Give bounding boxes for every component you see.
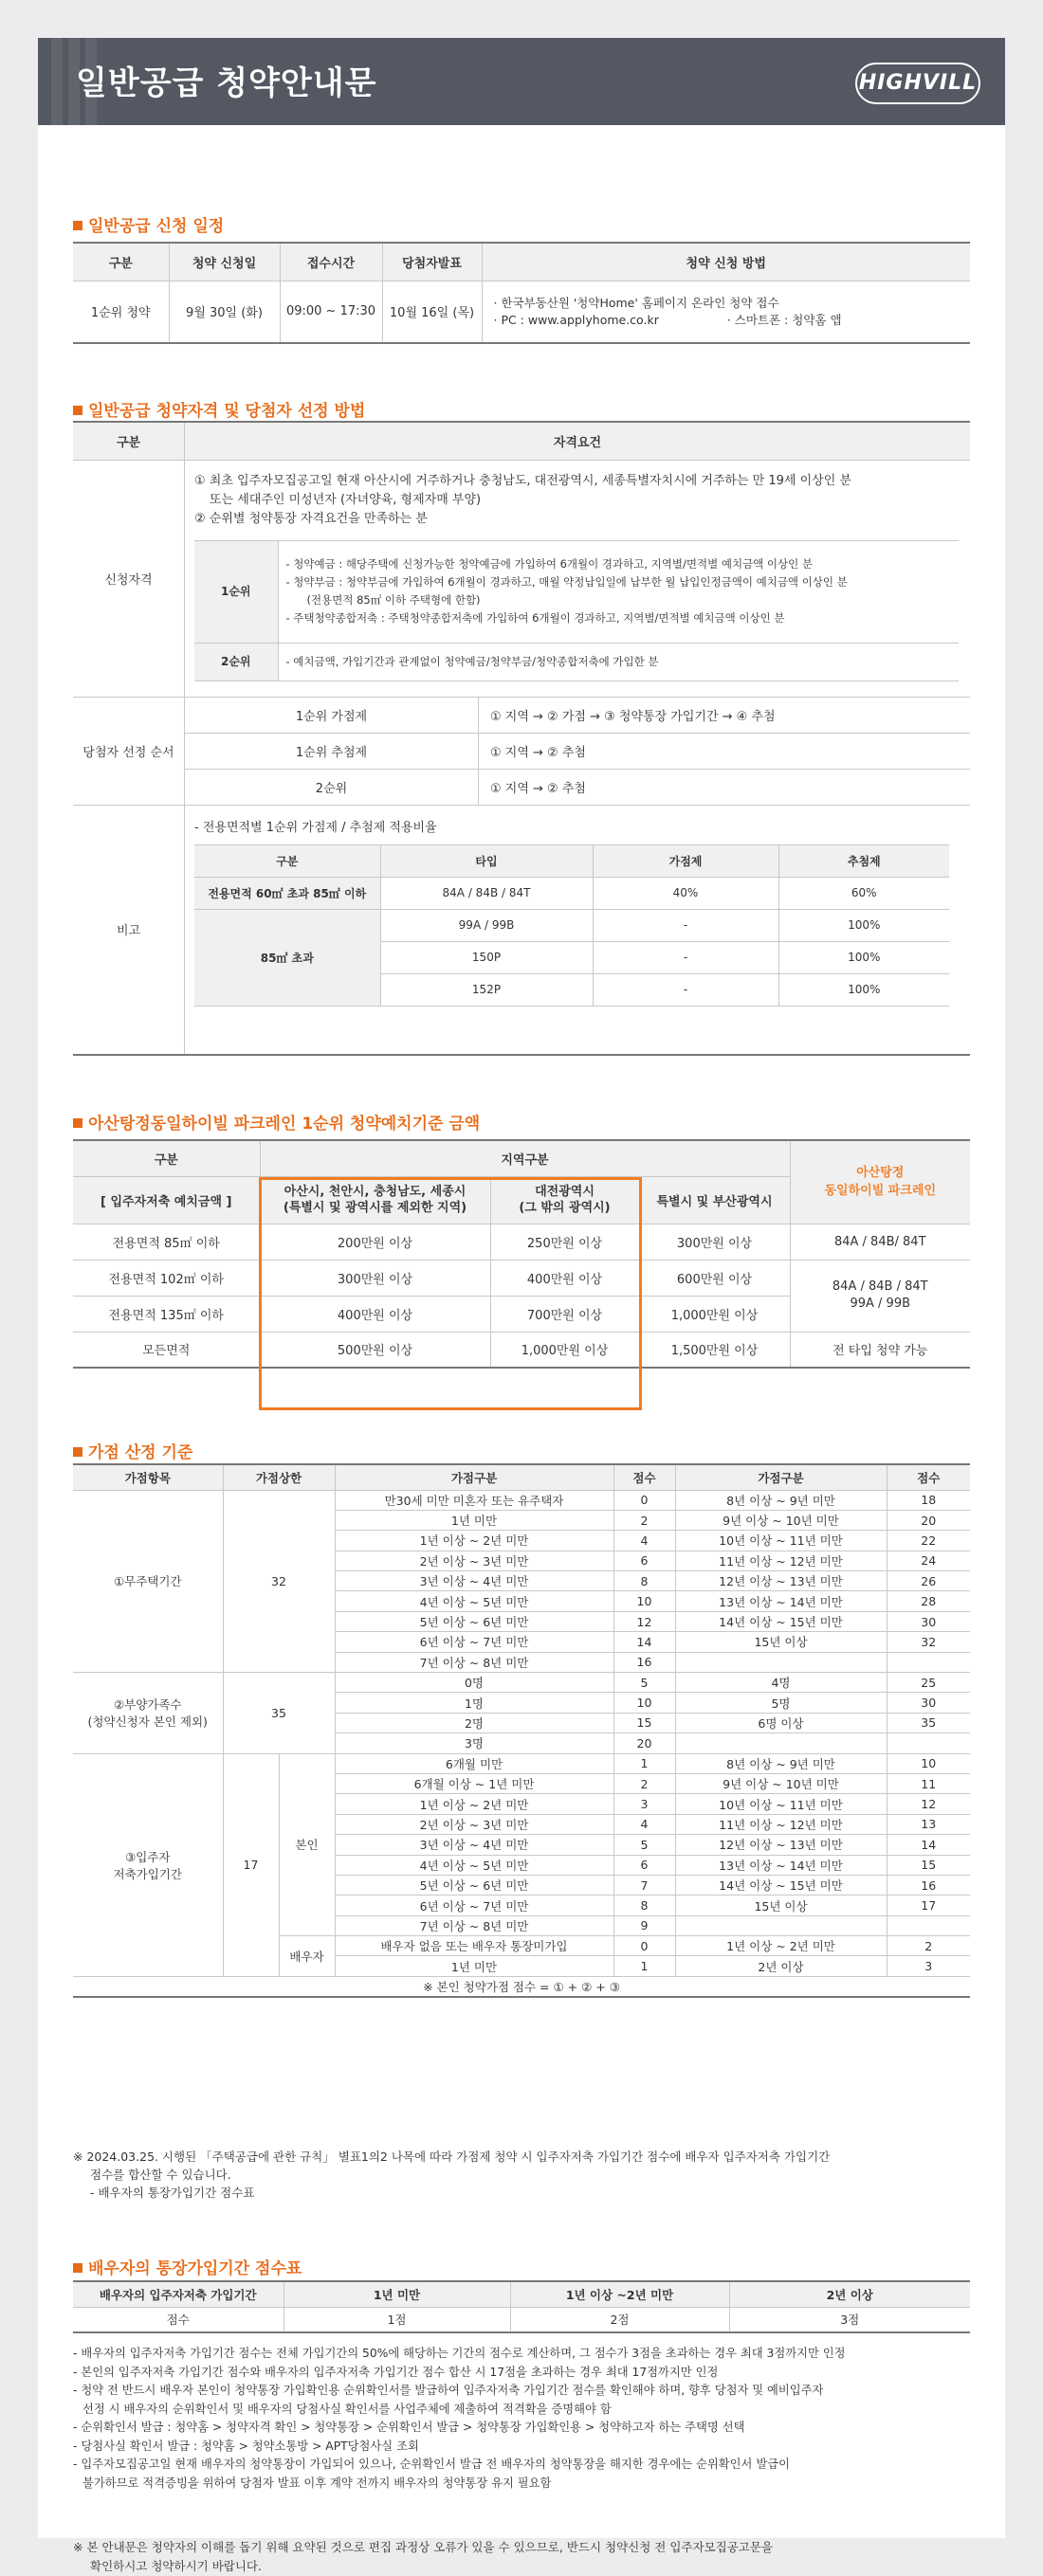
table-cell: 5 — [613, 1673, 675, 1693]
table-cell: 18 — [887, 1490, 970, 1510]
table-cell: 0명 — [335, 1673, 613, 1693]
table-cell: ②부양가족수 (청약신청자 본인 제외) — [73, 1673, 223, 1754]
table-cell: 17 — [887, 1896, 970, 1915]
spouse-table: 배우자의 입주자저축 가입기간 1년 미만 1년 이상 ~2년 미만 2년 이상 점수 1점 2점 3점 — [73, 2280, 970, 2333]
table-cell: 14 — [887, 1835, 970, 1855]
table-cell: 22 — [887, 1531, 970, 1551]
points-table — [73, 1463, 970, 1998]
table-cell: 0 — [613, 1490, 675, 1510]
table-cell: 9년 이상 ~ 10년 미만 — [675, 1773, 887, 1793]
table-cell: 9 — [613, 1915, 675, 1935]
table-cell: 9월 30일 (화) — [169, 281, 280, 343]
row-label: 당첨자 선정 순서 — [73, 697, 185, 805]
col-header: 당첨자발표 — [382, 243, 482, 281]
table-cell: 9년 이상 ~ 10년 미만 — [675, 1510, 887, 1530]
table-row — [73, 1490, 970, 1510]
table-cell — [675, 1915, 887, 1935]
table-row — [73, 1464, 970, 1490]
row-label: 신청자격 — [73, 460, 185, 697]
table-row — [73, 1673, 970, 1693]
table-row — [73, 1976, 970, 1996]
table-cell: 6개월 이상 ~ 1년 미만 — [335, 1773, 613, 1793]
table-cell: 15년 이상 — [675, 1632, 887, 1652]
table-cell: 15년 이상 — [675, 1896, 887, 1915]
table-cell: 배우자 없음 또는 배우자 통장미가입 — [335, 1936, 613, 1956]
brand-logo: HIGHVILL — [855, 63, 980, 104]
qualification-heading: 일반공급 청약자격 및 당첨자 선정 방법 — [73, 397, 365, 421]
table-cell: 3 — [887, 1956, 970, 1976]
col-header: 점수 — [613, 1464, 675, 1490]
table-cell — [887, 1915, 970, 1935]
table-cell: 14년 이상 ~ 15년 미만 — [675, 1875, 887, 1895]
col-header: 청약 신청 방법 — [482, 243, 970, 281]
table-cell: 7년 이상 ~ 8년 미만 — [335, 1915, 613, 1935]
table-cell: 26 — [887, 1571, 970, 1591]
table-cell: 1년 미만 — [335, 1956, 613, 1976]
table-cell: 20 — [613, 1733, 675, 1753]
table-cell: 25 — [887, 1673, 970, 1693]
table-cell: 11년 이상 ~ 12년 미만 — [675, 1814, 887, 1834]
table-cell: 6 — [613, 1551, 675, 1570]
table-cell: 0 — [613, 1936, 675, 1956]
table-cell: 35 — [223, 1673, 335, 1754]
table-cell: 12년 이상 ~ 13년 미만 — [675, 1835, 887, 1855]
table-cell: 4 — [613, 1814, 675, 1834]
table-cell: 13년 이상 ~ 14년 미만 — [675, 1591, 887, 1611]
table-cell: 09:00 ~ 17:30 — [280, 281, 382, 343]
col-header: 가점구분 — [675, 1464, 887, 1490]
table-cell: 15 — [887, 1855, 970, 1875]
table-cell: 2년 이상 — [675, 1956, 887, 1976]
table-cell: 2 — [613, 1773, 675, 1793]
total-formula: ※ 본인 청약가점 점수 = ① + ② + ③ — [73, 1976, 970, 1996]
table-cell: 14 — [613, 1632, 675, 1652]
ratio-table: 구분 타입 가점제 추첨제 전용면적 60㎡ 초과 85㎡ 이하 84A / 84B / 84T 40% 60% 85㎡ 초과 99A / 99B - 100% 150P - 100% 152P - 100% — [194, 844, 949, 1007]
table-cell: 1 — [613, 1956, 675, 1976]
table-cell: 13 — [887, 1814, 970, 1834]
table-cell — [887, 1733, 970, 1753]
table-cell: 1년 이상 ~ 2년 미만 — [675, 1936, 887, 1956]
schedule-heading: 일반공급 신청 일정 — [73, 212, 224, 236]
row-label: 비고 — [73, 805, 185, 1055]
table-cell: 6명 이상 — [675, 1713, 887, 1732]
table-cell: 10 — [887, 1753, 970, 1773]
table-cell: 16 — [613, 1652, 675, 1672]
table-cell: 10년 이상 ~ 11년 미만 — [675, 1531, 887, 1551]
table-cell: 10년 이상 ~ 11년 미만 — [675, 1794, 887, 1814]
points-heading: 가점 산정 기준 — [73, 1439, 192, 1462]
table-cell: 32 — [223, 1490, 335, 1673]
deposit-heading: 아산탕정동일하이빌 파크레인 1순위 청약예치기준 금액 — [73, 1110, 480, 1134]
table-cell: 1년 이상 ~ 2년 미만 — [335, 1531, 613, 1551]
col-header: 가점항목 — [73, 1464, 223, 1490]
col-header: 청약 신청일 — [169, 243, 280, 281]
table-cell: 4 — [613, 1531, 675, 1551]
table-cell: 2 — [887, 1936, 970, 1956]
table-cell: 1년 미만 — [335, 1510, 613, 1530]
table-cell — [675, 1652, 887, 1672]
table-cell: 15 — [613, 1713, 675, 1732]
table-cell: 7 — [613, 1875, 675, 1895]
table-cell: 14년 이상 ~ 15년 미만 — [675, 1611, 887, 1631]
table-cell: 28 — [887, 1591, 970, 1611]
table-row — [73, 1753, 970, 1773]
spouse-heading: 배우자의 통장가입기간 점수표 — [73, 2255, 302, 2278]
table-cell: 4년 이상 ~ 5년 미만 — [335, 1591, 613, 1611]
table-cell: 2명 — [335, 1713, 613, 1732]
table-cell: 35 — [887, 1713, 970, 1732]
table-cell: 1년 이상 ~ 2년 미만 — [335, 1794, 613, 1814]
table-cell: 만30세 미만 미혼자 또는 유주택자 — [335, 1490, 613, 1510]
table-cell: ①무주택기간 — [73, 1490, 223, 1673]
schedule-table — [73, 242, 970, 344]
table-cell: 30 — [887, 1611, 970, 1631]
page-title: 일반공급 청약안내문 — [76, 64, 377, 102]
table-cell: 10 — [613, 1693, 675, 1713]
table-cell: 8 — [613, 1896, 675, 1915]
col-header: 점수 — [887, 1464, 970, 1490]
table-cell — [887, 1652, 970, 1672]
table-cell: 10월 16일 (목) — [382, 281, 482, 343]
table-cell: 3년 이상 ~ 4년 미만 — [335, 1835, 613, 1855]
table-cell: 32 — [887, 1632, 970, 1652]
col-header: 가점상한 — [223, 1464, 335, 1490]
table-cell: 6년 이상 ~ 7년 미만 — [335, 1896, 613, 1915]
table-cell: 5년 이상 ~ 6년 미만 — [335, 1611, 613, 1631]
table-cell: 11년 이상 ~ 12년 미만 — [675, 1551, 887, 1570]
col-header: 접수시간 — [280, 243, 382, 281]
table-cell: 6년 이상 ~ 7년 미만 — [335, 1632, 613, 1652]
table-cell: 배우자 — [279, 1936, 335, 1977]
disclaimer: ※ 본 안내문은 청약자의 이해를 돕기 위해 요약된 것으로 편집 과정상 오류가 있을 수 있으므로, 반드시 청약신청 전 입주자모집공고문을 확인하시고 청약하시기 바랍니다. — [73, 2540, 774, 2573]
title-banner — [38, 38, 1005, 125]
table-cell: 1 — [613, 1753, 675, 1773]
table-cell: 17 — [223, 1753, 279, 1976]
col-header: 가점구분 — [335, 1464, 613, 1490]
table-cell: 6개월 미만 — [335, 1753, 613, 1773]
table-cell: 8년 이상 ~ 9년 미만 — [675, 1753, 887, 1773]
table-cell: 1순위 청약 — [73, 281, 169, 343]
table-cell: 30 — [887, 1693, 970, 1713]
table-cell: 8년 이상 ~ 9년 미만 — [675, 1490, 887, 1510]
table-cell: 24 — [887, 1551, 970, 1570]
table-cell: 3명 — [335, 1733, 613, 1753]
table-cell: ③입주자 저축가입기간 — [73, 1753, 223, 1976]
table-cell: 2년 이상 ~ 3년 미만 — [335, 1814, 613, 1834]
table-cell: 12년 이상 ~ 13년 미만 — [675, 1571, 887, 1591]
table-cell: 1명 — [335, 1693, 613, 1713]
table-cell: 5명 — [675, 1693, 887, 1713]
table-cell: 4년 이상 ~ 5년 미만 — [335, 1855, 613, 1875]
table-cell — [675, 1733, 887, 1753]
table-cell: 12 — [613, 1611, 675, 1631]
table-cell: 5년 이상 ~ 6년 미만 — [335, 1875, 613, 1895]
table-cell: 4명 — [675, 1673, 887, 1693]
table-cell: 7년 이상 ~ 8년 미만 — [335, 1652, 613, 1672]
table-cell: 2년 이상 ~ 3년 미만 — [335, 1551, 613, 1570]
table-cell: 12 — [887, 1794, 970, 1814]
method-cell: · 한국부동산원 '청약Home' 홈페이지 온라인 청약 접수 · PC : www.applyhome.co.kr · 스마트폰 : 청약홈 앱 — [482, 281, 970, 343]
table-cell: 본인 — [279, 1753, 335, 1936]
table-cell: 10 — [613, 1591, 675, 1611]
col-header: 구분 — [73, 243, 169, 281]
table-cell: 2 — [613, 1510, 675, 1530]
qualification-table: 구분 자격요건 신청자격 ① 최초 입주자모집공고일 현재 아산시에 거주하거나 충청남도, 대전광역시, 세종특별자치시에 거주하는 만 19세 이상인 분 또는 세대주인 미성년자 (자녀양육, 형제자매 부양) ② 순위별 청약통장 자격요건을 만족하는 분 1순위 - 청약예금 : 해당주택에 신청가능한 청약예금에 가입하여 6개월이 경과하고, 지역별/면적별 예치금액 이상인 분 - 청약부금 : 청약부금에 가입하여 6개월이 경과하고, 매월 약정납입일에 납부한 월 납입인정금액이 예치금액 이상인 분 (전용면적 85㎡ 이하 주택형에 한함) - 주택청약종합저축 : 주택청약종합저축에 가입하여 6개월이 경과하고, 지역별/면적별 예치금액 이상인 분 2순위 - 예치금액, 가입기간과 관계없이 청약예금/청약부금/청약종합저축에 가입한 분 당첨자 선정 순서 1순위 가점제 ① 지역 → ② 가점 → ③ 청약통장 가입기간 → ④ 추첨 1순위 추첨제 ① 지역 → ② 추첨 2순위 ① 지역 → ② 추첨 비고 - 전용면적별 1순위 가점제 / 추첨제 적용비율 구분 타입 가점제 추첨제 전용면적 60㎡ 초과 85㎡ 이하 84A / 84B / 84T 40% 60% 85㎡ 초과 99A / 99B - 100% 150P - 100% 152P - 100% — [73, 421, 970, 1056]
table-cell: 5 — [613, 1835, 675, 1855]
table-cell: 6 — [613, 1855, 675, 1875]
points-footnote: ※ 2024.03.25. 시행된 「주택공급에 관한 규칙」 별표1의2 나목에 따라 가점제 청약 시 입주자저축 가입기간 점수에 배우자 입주자저축 가입기간 점수를 합산할 수 있습니다. - 배우자의 통장가입기간 점수표 — [73, 2150, 831, 2200]
table-cell: 13년 이상 ~ 14년 미만 — [675, 1855, 887, 1875]
table-cell: 8 — [613, 1571, 675, 1591]
table-cell: 16 — [887, 1875, 970, 1895]
table-cell: 20 — [887, 1510, 970, 1530]
spouse-notes: - 배우자의 입주자저축 가입기간 점수는 전체 가입기간의 50%에 해당하는 기간의 점수로 계산하며, 그 점수가 3점을 초과하는 경우 최대 3점까지만 인정 - 본인의 입주자저축 가입기간 점수와 배우자의 입주자저축 가입기간 점수 합산 시 17점을 초과하는 경우 최대 17점까지만 인정 - 청약 전 반드시 배우자 본인이 청약통장 가입확인용 순위확인서를 발급하여 입주자저축 가입기간 점수를 확인해야 하며, 향후 당첨자 및 예비입주자 선정 시 배우자의 순위확인서 및 배우자의 당첨사실 확인서를 사업주체에 제출하여 적격확을 증명해야 함 - 순위확인서 발급 : 청약홈 > 청약자격 확인 > 청약통장 > 순위확인서 발급 > 청약통장 가입확인용 > 청약하고자 하는 주택명 선택 - 당첨사실 확인서 발급 : 청약홈 > 청약소통방 > APT당첨사실 조회 - 입주자모집공고일 현재 배우자의 청약통장이 가입되어 있으나, 순위확인서 발급 전 배우자의 청약통장을 해지한 경우에는 순위확인서 발급이 불가하므로 적격증빙을 위하여 당첨자 발표 이후 계약 전까지 배우자의 청약통장 유지 필요함 — [73, 2347, 846, 2490]
notice-page — [38, 38, 1005, 2573]
table-cell: 3 — [613, 1794, 675, 1814]
table-cell: 11 — [887, 1773, 970, 1793]
table-cell: 3년 이상 ~ 4년 미만 — [335, 1571, 613, 1591]
deposit-table: 구분 지역구분 아산탕정 동일하이빌 파크레인 [ 입주자저축 예치금액 ] 아산시, 천안시, 충청남도, 세종시 (특별시 및 광역시를 제외한 지역) 대전광역시 (그 밖의 광역시) 특별시 및 부산광역시 전용면적 85㎡ 이하 200만원 이상 250만원 이상 300만원 이상 84A / 84B/ 84T 전용면적 102㎡ 이하 300만원 이상 400만원 이상 600만원 이상 84A / 84B / 84T 99A / 99B 전용면적 135㎡ 이하 400만원 이상 700만원 이상 1,000만원 이상 모든면적 500만원 이상 1,000만원 이상 1,500만원 이상 전 타입 청약 가능 — [73, 1139, 970, 1369]
